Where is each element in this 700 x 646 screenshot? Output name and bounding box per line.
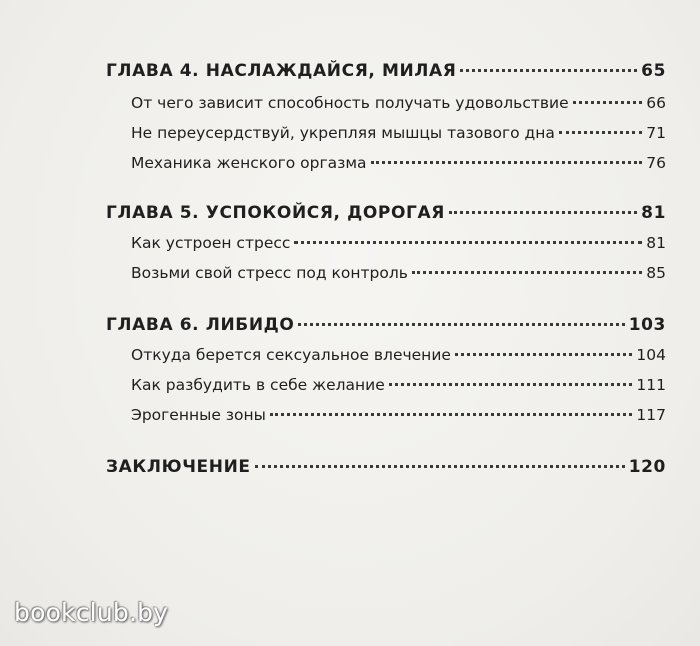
dot-leader bbox=[270, 412, 633, 416]
toc-entry-title: От чего зависит способность получать удовольствие bbox=[131, 94, 569, 112]
dot-leader bbox=[371, 160, 643, 164]
toc-entry-title: Возьми свой стресс под контроль bbox=[131, 264, 408, 282]
toc-entry-title: ГЛАВА 5. УСПОКОЙСЯ, ДОРОГАЯ bbox=[106, 203, 445, 223]
toc-entry-title: Как разбудить в себе желание bbox=[131, 376, 385, 394]
dot-leader bbox=[559, 130, 642, 134]
dot-leader bbox=[412, 270, 642, 274]
toc-entry-title: ЗАКЛЮЧЕНИЕ bbox=[106, 457, 251, 477]
toc-entry-title: Откуда берется сексуальное влечение bbox=[131, 346, 451, 364]
toc-entry-title: Эрогенные зоны bbox=[131, 406, 266, 424]
toc-chapter-6 bbox=[106, 312, 666, 338]
toc-conclusion bbox=[106, 454, 666, 480]
dot-leader bbox=[460, 68, 637, 72]
toc-section bbox=[106, 230, 666, 256]
toc-page-number: 85 bbox=[646, 264, 666, 282]
toc-page-number: 104 bbox=[636, 346, 666, 364]
dot-leader bbox=[455, 352, 632, 356]
site-watermark: bookclub.by bbox=[14, 598, 169, 627]
dot-leader bbox=[573, 100, 643, 104]
toc-page-number: 71 bbox=[646, 124, 666, 142]
toc-entry-title: Как устроен стресс bbox=[131, 234, 291, 252]
toc-page-number: 76 bbox=[646, 154, 666, 172]
toc-page-number: 66 bbox=[646, 94, 666, 112]
toc-page-number: 81 bbox=[646, 234, 666, 252]
toc-section bbox=[106, 90, 666, 116]
toc-entry-title: ГЛАВА 4. НАСЛАЖДАЙСЯ, МИЛАЯ bbox=[106, 61, 457, 81]
toc-section bbox=[106, 120, 666, 146]
toc-page-number: 65 bbox=[641, 61, 666, 81]
toc-section bbox=[106, 342, 666, 368]
toc-section bbox=[106, 150, 666, 176]
toc-page-number: 81 bbox=[641, 203, 666, 223]
toc-entry-title: Механика женского оргазма bbox=[131, 154, 367, 172]
toc-chapter-4 bbox=[106, 58, 666, 84]
toc-entry-title: ГЛАВА 6. ЛИБИДО bbox=[106, 315, 295, 335]
dot-leader bbox=[389, 382, 633, 386]
toc-section bbox=[106, 402, 666, 428]
toc-chapter-5 bbox=[106, 200, 666, 226]
toc-section bbox=[106, 372, 666, 398]
toc-page-number: 117 bbox=[636, 406, 666, 424]
toc-page-number: 120 bbox=[628, 457, 666, 477]
toc-entry-title: Не переусердствуй, укрепляя мышцы тазового дна bbox=[131, 124, 555, 142]
dot-leader bbox=[298, 322, 624, 326]
toc-page-number: 111 bbox=[636, 376, 666, 394]
toc-page-number: 103 bbox=[628, 315, 666, 335]
dot-leader bbox=[294, 240, 642, 244]
toc-section bbox=[106, 260, 666, 286]
dot-leader bbox=[255, 464, 625, 468]
dot-leader bbox=[449, 210, 637, 214]
